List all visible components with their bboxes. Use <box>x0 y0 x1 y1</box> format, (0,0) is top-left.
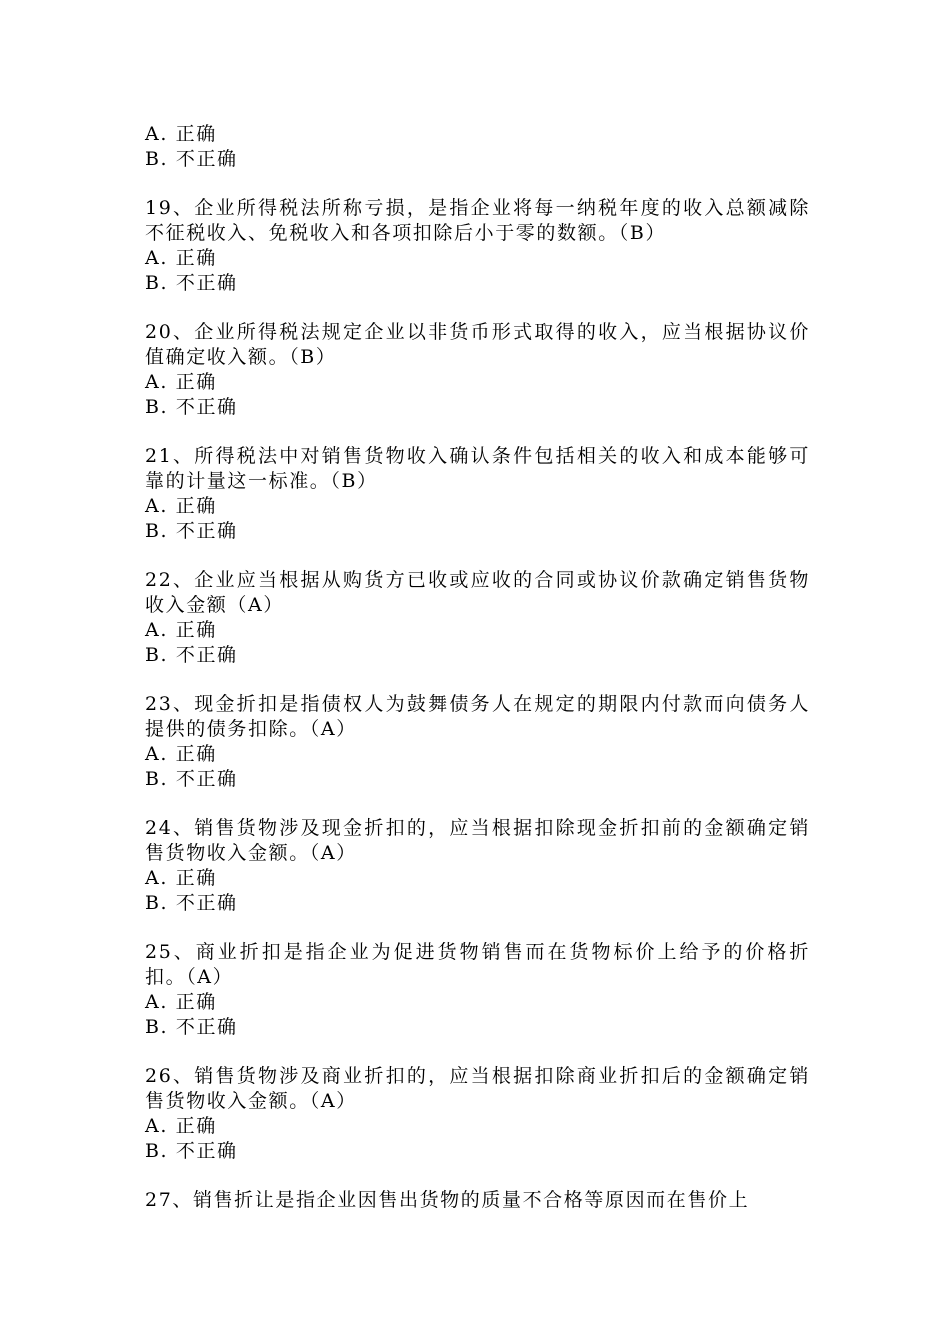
option-b: B. 不正确 <box>145 1139 238 1162</box>
question-text: 20、企业所得税法规定企业以非货币形式取得的收入，应当根据协议价值确定收入额。（B） <box>145 321 810 369</box>
question-text: 19、企业所得税法所称亏损，是指企业将每一纳税年度的收入总额减除不征税收入、免税收入和各项扣除后小于零的数额。（B） <box>145 197 810 245</box>
question-23 <box>145 692 810 791</box>
option-b: B. 不正确 <box>145 643 238 666</box>
question-25 <box>145 940 810 1039</box>
option-a: A. 正确 <box>145 370 217 393</box>
option-a: A. 正确 <box>145 246 217 269</box>
question-19 <box>145 196 810 295</box>
question-24 <box>145 816 810 915</box>
option-a: A. 正确 <box>145 123 217 145</box>
option-b: B. 不正确 <box>145 1015 238 1038</box>
option-b: B. 不正确 <box>145 271 238 294</box>
question-20 <box>145 320 810 419</box>
question-26 <box>145 1064 810 1163</box>
question-text: 25、商业折扣是指企业为促进货物销售而在货物标价上给予的价格折扣。（A） <box>145 941 810 989</box>
option-b: B. 不正确 <box>145 767 238 790</box>
option-b: B. 不正确 <box>145 147 238 170</box>
question-21 <box>145 444 810 543</box>
option-b: B. 不正确 <box>145 519 238 542</box>
option-b: B. 不正确 <box>145 891 238 914</box>
option-a: A. 正确 <box>145 742 217 765</box>
option-b: B. 不正确 <box>145 395 238 418</box>
question-text: 22、企业应当根据从购货方已收或应收的合同或协议价款确定销售货物收入金额（A） <box>145 569 810 617</box>
option-a: A. 正确 <box>145 618 217 641</box>
question-27-text: 27、销售折让是指企业因售出货物的质量不合格等原因而在售价上 <box>145 1189 750 1212</box>
option-a: A. 正确 <box>145 990 217 1013</box>
question-text: 21、所得税法中对销售货物收入确认条件包括相关的收入和成本能够可靠的计量这一标准。（B） <box>145 445 810 493</box>
option-a: A. 正确 <box>145 494 217 517</box>
question-22 <box>145 568 810 667</box>
question-text: 23、现金折扣是指债权人为鼓舞债务人在规定的期限内付款而向债务人提供的债务扣除。（A） <box>145 693 810 741</box>
question-18-options <box>145 122 810 172</box>
question-text: 26、销售货物涉及商业折扣的，应当根据扣除商业折扣后的金额确定销售货物收入金额。（A） <box>145 1065 810 1113</box>
option-a: A. 正确 <box>145 1114 217 1137</box>
question-text: 24、销售货物涉及现金折扣的，应当根据扣除现金折扣前的金额确定销售货物收入金额。（A） <box>145 817 810 865</box>
option-a: A. 正确 <box>145 866 217 889</box>
document-page <box>145 122 810 1213</box>
